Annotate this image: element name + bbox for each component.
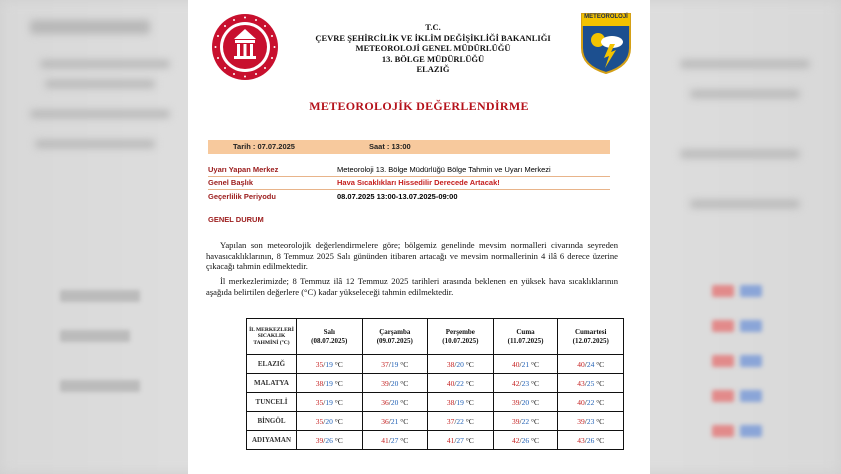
unit: °C [332, 416, 343, 426]
blur-decoration [45, 80, 155, 88]
separator: / [454, 378, 457, 388]
min-temp: 20 [456, 359, 464, 369]
min-temp: 20 [521, 397, 530, 407]
unit: °C [463, 397, 474, 407]
temperature-cell [493, 412, 558, 431]
paragraph: İl merkezlerimizde; 8 Temmuz ilâ 12 Temmuz 2025 tarihleri arasında beklenen en yüksek hava sıcaklıklarının aşağıda belirtilen değerlere (°C) kadar yükseleceği tahmin edilmektedir. [206, 276, 618, 297]
info-value: 08.07.2025 13:00-13.07.2025-09:00 [337, 192, 458, 201]
separator: / [519, 378, 522, 388]
section-title: GENEL DURUM [208, 215, 264, 224]
min-temp: 26 [586, 435, 595, 445]
unit: °C [463, 378, 474, 388]
blur-decoration [35, 140, 155, 148]
max-temp: 40 [577, 359, 585, 369]
unit: °C [594, 378, 605, 388]
min-temp: 21 [521, 359, 530, 369]
temperature-cell [297, 393, 363, 412]
max-temp: 39 [512, 397, 520, 407]
table-header-row [247, 319, 624, 355]
blur-decoration [712, 355, 734, 367]
table-header-cell [558, 319, 624, 355]
min-temp: 25 [586, 378, 595, 388]
document-title: METEOROLOJİK DEĞERLENDİRME [309, 99, 529, 113]
table-row [247, 374, 624, 393]
unit: °C [463, 435, 474, 445]
unit: °C [332, 359, 343, 369]
column-date: (09.07.2025) [376, 336, 413, 345]
separator: / [584, 397, 587, 407]
header-line: T.C. [425, 22, 441, 32]
table-header-cell [428, 319, 494, 355]
temperature-cell [493, 374, 558, 393]
blur-decoration [60, 330, 130, 342]
info-value: Meteoroloji 13. Bölge Müdürlüğü Bölge Tahmin ve Uyarı Merkezi [337, 165, 551, 174]
temperature-table [246, 318, 624, 450]
separator: / [584, 378, 587, 388]
unit: °C [529, 397, 539, 407]
report-date: Tarih : 07.07.2025 [233, 142, 295, 151]
unit: °C [398, 435, 409, 445]
max-temp: 42 [512, 378, 520, 388]
temperature-cell [428, 431, 494, 450]
temperature-cell [362, 374, 428, 393]
temperature-cell [558, 355, 624, 374]
blur-decoration [680, 60, 810, 68]
max-temp: 43 [577, 378, 585, 388]
temperature-cell [428, 412, 494, 431]
unit: °C [398, 416, 409, 426]
temperature-cell [493, 431, 558, 450]
meteorology-logo-text: METEOROLOJİ [584, 14, 628, 20]
city-cell: MALATYA [247, 374, 297, 393]
unit: °C [332, 397, 343, 407]
temperature-cell [362, 412, 428, 431]
temperature-cell [297, 374, 363, 393]
min-temp: 27 [456, 435, 464, 445]
temperature-cell [428, 393, 494, 412]
max-temp: 40 [577, 397, 585, 407]
max-temp: 40 [512, 359, 520, 369]
blur-decoration [40, 60, 170, 68]
unit: °C [594, 435, 605, 445]
temperature-cell [558, 412, 624, 431]
max-temp: 35 [315, 359, 324, 369]
ministry-seal-logo [210, 12, 280, 82]
min-temp: 27 [390, 435, 399, 445]
separator: / [584, 416, 587, 426]
min-temp: 22 [456, 378, 464, 388]
table-header-cell [493, 319, 558, 355]
column-date: (12.07.2025) [572, 336, 609, 345]
unit: °C [594, 397, 605, 407]
divider [208, 176, 610, 177]
temperature-cell [297, 355, 363, 374]
header-line: ELAZIĞ [416, 64, 450, 74]
separator: / [388, 378, 391, 388]
column-date: (08.07.2025) [311, 336, 348, 345]
max-temp: 39 [577, 416, 585, 426]
column-day: Cuma [516, 328, 535, 336]
separator: / [323, 397, 326, 407]
min-temp: 22 [456, 416, 464, 426]
unit: °C [463, 359, 474, 369]
temperature-cell [493, 355, 558, 374]
min-temp: 26 [521, 435, 530, 445]
blur-decoration [690, 90, 800, 98]
unit: °C [594, 416, 605, 426]
separator: / [519, 416, 522, 426]
table-header-cell [297, 319, 363, 355]
max-temp: 39 [512, 416, 520, 426]
max-temp: 37 [446, 416, 455, 426]
temperature-cell [362, 393, 428, 412]
separator: / [323, 378, 326, 388]
table-row [247, 412, 624, 431]
separator: / [584, 435, 587, 445]
max-temp: 38 [446, 397, 455, 407]
max-temp: 42 [512, 435, 520, 445]
header-line: 13. BÖLGE MÜDÜRLÜĞÜ [381, 53, 485, 64]
max-temp: 41 [446, 435, 455, 445]
min-temp: 20 [390, 378, 399, 388]
temperature-cell [362, 431, 428, 450]
separator: / [388, 359, 391, 369]
meteorology-logo [580, 12, 632, 74]
document-page [188, 0, 650, 474]
blur-decoration [712, 425, 734, 437]
blur-decoration [30, 110, 170, 118]
unit: °C [529, 378, 539, 388]
info-row-center [208, 165, 610, 176]
unit: °C [398, 359, 409, 369]
info-row-period [208, 192, 610, 203]
info-row-title [208, 178, 610, 189]
max-temp: 41 [381, 435, 389, 445]
temperature-cell [297, 431, 363, 450]
blur-decoration [740, 390, 762, 402]
city-cell: TUNCELİ [247, 393, 297, 412]
max-temp: 35 [315, 397, 324, 407]
temperature-cell [297, 412, 363, 431]
city-cell: ADIYAMAN [247, 431, 297, 450]
blur-decoration [712, 390, 734, 402]
min-temp: 19 [390, 359, 399, 369]
separator: / [519, 397, 522, 407]
table-row [247, 393, 624, 412]
unit: °C [332, 435, 343, 445]
header-line: METEOROLOJİ GENEL MÜDÜRLÜĞÜ [355, 43, 511, 53]
min-temp: 19 [325, 378, 333, 388]
separator: / [454, 397, 457, 407]
max-temp: 39 [381, 378, 389, 388]
separator: / [388, 435, 391, 445]
max-temp: 36 [381, 397, 389, 407]
max-temp: 37 [381, 359, 389, 369]
temperature-cell [558, 393, 624, 412]
table-header-cell: İL MERKEZLERİ SICAKLIK TAHMİNİ (°C) [247, 319, 297, 355]
min-temp: 22 [521, 416, 530, 426]
temperature-cell [428, 355, 494, 374]
blur-decoration [30, 20, 150, 34]
city-cell: ELAZIĞ [247, 355, 297, 374]
max-temp: 38 [315, 378, 324, 388]
date-bar [208, 140, 610, 154]
max-temp: 36 [381, 416, 389, 426]
min-temp: 22 [586, 397, 595, 407]
unit: °C [529, 435, 539, 445]
info-label: Uyarı Yapan Merkez [208, 165, 279, 174]
max-temp: 39 [315, 435, 324, 445]
unit: °C [398, 378, 409, 388]
min-temp: 20 [390, 397, 399, 407]
separator: / [454, 416, 457, 426]
column-date: (10.07.2025) [442, 336, 479, 345]
max-temp: 40 [446, 378, 455, 388]
column-day: Cumartesi [574, 328, 607, 336]
column-day: Çarşamba [379, 328, 411, 336]
info-value: Hava Sıcaklıkları Hissedilir Derecede Artacak! [337, 178, 500, 187]
unit: °C [529, 359, 539, 369]
unit: °C [463, 416, 474, 426]
temperature-cell [428, 374, 494, 393]
city-cell: BİNGÖL [247, 412, 297, 431]
temperature-cell [558, 431, 624, 450]
blur-decoration [712, 320, 734, 332]
min-temp: 19 [325, 397, 333, 407]
separator: / [519, 359, 522, 369]
max-temp: 38 [446, 359, 455, 369]
unit: °C [332, 378, 343, 388]
separator: / [388, 397, 391, 407]
min-temp: 26 [325, 435, 333, 445]
separator: / [454, 435, 457, 445]
min-temp: 24 [586, 359, 595, 369]
min-temp: 23 [521, 378, 530, 388]
temperature-cell [362, 355, 428, 374]
separator: / [519, 435, 522, 445]
min-temp: 20 [325, 416, 333, 426]
column-date: (11.07.2025) [507, 336, 544, 345]
blur-decoration [740, 425, 762, 437]
blur-decoration [712, 285, 734, 297]
blur-decoration [740, 355, 762, 367]
header-line: ÇEVRE ŞEHİRCİLİK VE İKLİM DEĞİŞİKLİĞİ BAKANLIĞI [315, 32, 551, 43]
paragraph: Yapılan son meteorolojik değerlendirmelere göre; bölgemiz genelinde mevsim normalleri civarında seyreden havasıcaklıklarının, 8 Temmuz 2025 Salı gününden itibaren artacağı ve mevsim normallerinin 4 ilâ 6 derece üzerine çıkacağı tahmin edilmektedir. [206, 240, 618, 271]
blur-decoration [690, 200, 800, 208]
min-temp: 23 [586, 416, 595, 426]
max-temp: 35 [315, 416, 324, 426]
unit: °C [529, 416, 539, 426]
separator: / [323, 435, 326, 445]
info-label: Geçerlilik Periyodu [208, 192, 276, 201]
blur-decoration [60, 290, 140, 302]
ministry-header [298, 22, 568, 75]
report-time: Saat : 13:00 [369, 142, 411, 151]
separator: / [454, 359, 457, 369]
temperature-cell [493, 393, 558, 412]
blur-decoration [60, 380, 140, 392]
column-day: Salı [323, 328, 335, 336]
table-header-cell [362, 319, 428, 355]
column-day: Perşembe [445, 328, 475, 336]
table-row [247, 355, 624, 374]
blur-decoration [680, 150, 800, 158]
unit: °C [398, 397, 409, 407]
max-temp: 43 [577, 435, 585, 445]
info-label: Genel Başlık [208, 178, 254, 187]
blur-decoration [740, 320, 762, 332]
separator: / [388, 416, 391, 426]
separator: / [584, 359, 587, 369]
divider [208, 189, 610, 190]
temperature-cell [558, 374, 624, 393]
min-temp: 21 [390, 416, 399, 426]
unit: °C [594, 359, 605, 369]
separator: / [323, 359, 326, 369]
blur-decoration [740, 285, 762, 297]
min-temp: 19 [456, 397, 464, 407]
min-temp: 19 [325, 359, 333, 369]
table-row [247, 431, 624, 450]
separator: / [323, 416, 326, 426]
